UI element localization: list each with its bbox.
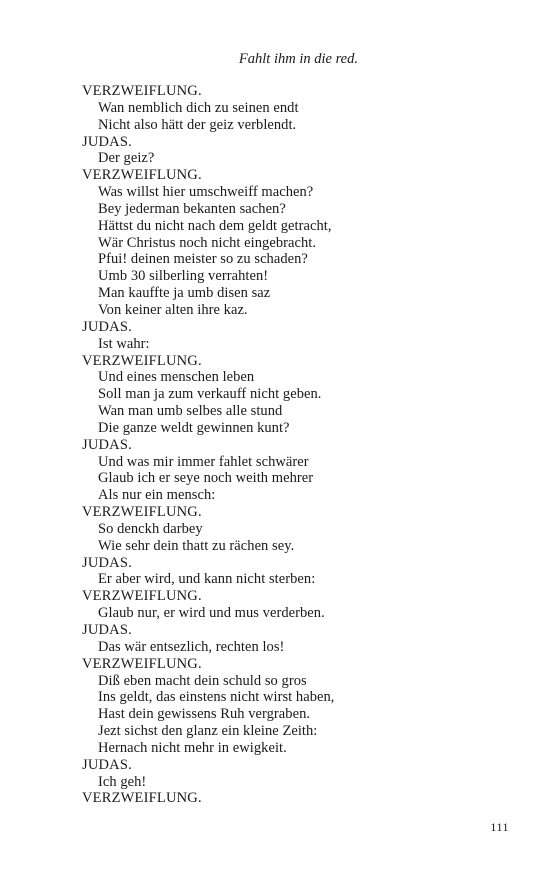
verse-line: Umb 30 silberling verrahten!: [98, 268, 269, 285]
verse-line: Wan nemblich dich zu seinen endt: [98, 99, 299, 116]
stage-direction: Fahlt ihm in die red.: [238, 51, 358, 67]
speaker-name: VERZWEIFLUNG.: [82, 588, 202, 605]
speaker-name: VERZWEIFLUNG.: [82, 83, 202, 99]
verse-line: Als nur ein mensch:: [98, 487, 216, 504]
speaker-name: JUDAS.: [82, 756, 132, 773]
verse-line: Glaub nur, er wird und mus verderben.: [98, 605, 325, 622]
speaker-name: VERZWEIFLUNG.: [82, 655, 202, 672]
verse-line: Das wär entsezlich, rechten los!: [98, 638, 285, 655]
verse-line: Und eines menschen leben: [98, 369, 255, 386]
speaker-name: JUDAS.: [82, 554, 132, 571]
verse-line: Der geiz?: [98, 150, 155, 167]
speaker-name: VERZWEIFLUNG.: [82, 167, 202, 184]
speaker-name: JUDAS.: [82, 622, 132, 638]
verse-line: Hast dein gewissens Ruh vergraben.: [98, 706, 311, 723]
verse-line: So denckh darbey: [98, 520, 203, 537]
verse-line: Diß eben macht dein schuld so gros: [98, 672, 307, 689]
speaker-name: VERZWEIFLUNG.: [82, 352, 202, 369]
page-number: 111: [490, 820, 509, 834]
verse-line: Hernach nicht mehr in ewigkeit.: [98, 739, 287, 756]
verse-line: Soll man ja zum verkauff nicht geben.: [98, 386, 322, 403]
verse-line: Die ganze weldt gewinnen kunt?: [98, 419, 290, 436]
speaker-name: JUDAS.: [82, 436, 132, 453]
verse-line: Man kauffte ja umb disen saz: [98, 285, 271, 302]
dialogue-text: [82, 83, 502, 807]
verse-line: Hättst du nicht nach dem geldt getracht,: [98, 217, 332, 234]
verse-line: Wan man umb selbes alle stund: [98, 403, 283, 420]
speaker-name: VERZWEIFLUNG.: [82, 504, 202, 521]
verse-line: Er aber wird, und kann nicht sterben:: [98, 571, 316, 588]
verse-line: Ins geldt, das einstens nicht wirst haben,: [98, 689, 335, 706]
speaker-name: VERZWEIFLUNG.: [82, 790, 202, 807]
verse-line: Jezt sichst den glanz ein kleine Zeith:: [98, 723, 318, 740]
verse-line: Von keiner alten ihre kaz.: [98, 301, 248, 318]
verse-line: Und was mir immer fahlet schwärer: [98, 453, 309, 470]
verse-line: Pfui! deinen meister so zu schaden?: [98, 251, 308, 268]
speaker-name: JUDAS.: [82, 133, 132, 150]
verse-line: Ich geh!: [98, 773, 147, 790]
verse-line: Glaub ich er seye noch weith mehrer: [98, 470, 314, 487]
verse-line: Bey jederman bekanten sachen?: [98, 200, 286, 217]
speaker-name: JUDAS.: [82, 318, 132, 335]
verse-line: Nicht also hätt der geiz verblendt.: [98, 116, 297, 133]
verse-line: Was willst hier umschweiff machen?: [98, 184, 314, 201]
verse-line: Wär Christus noch nicht eingebracht.: [98, 234, 317, 251]
verse-line: Wie sehr dein thatt zu rächen sey.: [98, 537, 295, 554]
verse-line: Ist wahr:: [98, 335, 150, 352]
